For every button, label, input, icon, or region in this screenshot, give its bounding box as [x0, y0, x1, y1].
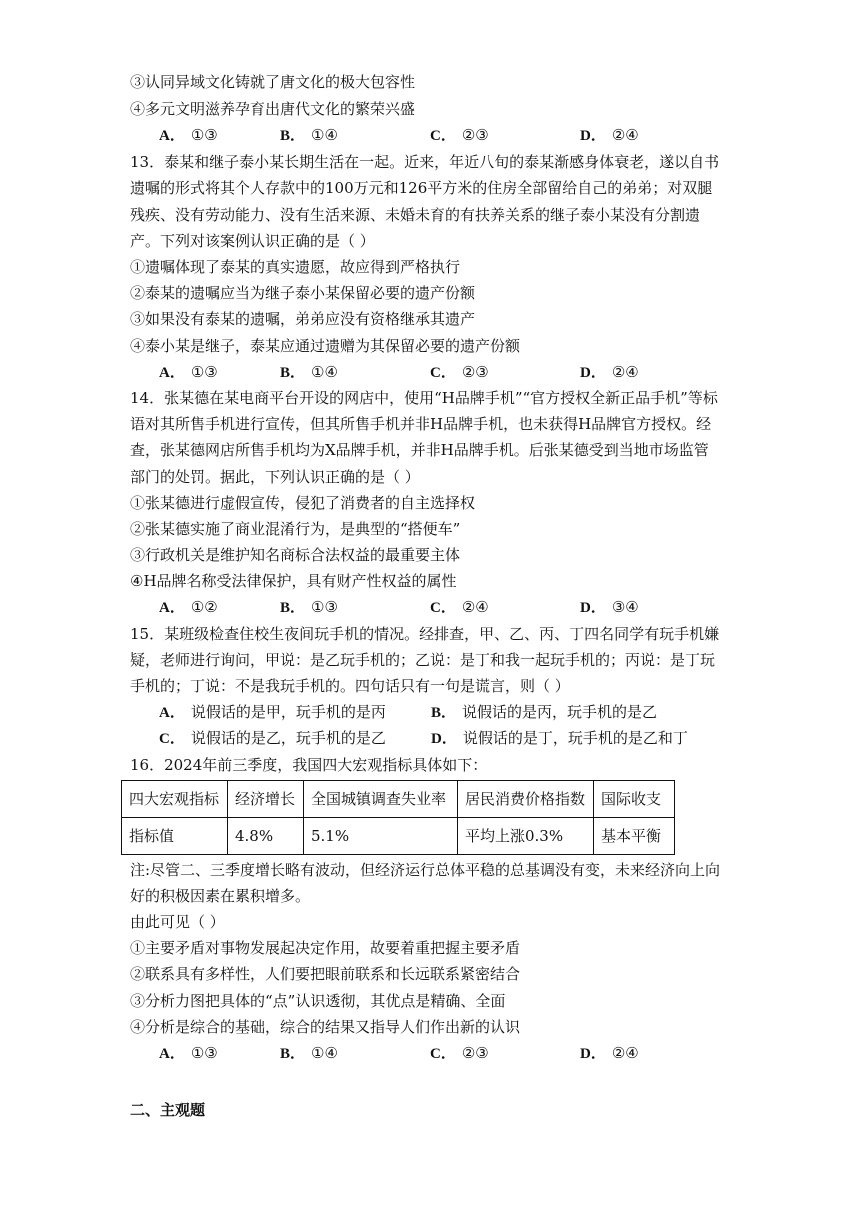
q15-stem-line: 手机的；丁说：不是我玩手机的。四句话只有一句是谎言，则（ ） [130, 677, 570, 695]
table-header-cell: 全国城镇调查失业率 [304, 781, 458, 818]
table-header-cell: 国际收支 [594, 781, 675, 818]
q12-option-d[interactable]: D． ②④ [580, 126, 639, 144]
q14-stem-line: 语对其所售手机进行宣传，但其所售手机并非H品牌手机，也未获得H品牌官方授权。经 [130, 415, 712, 433]
q13-statement-3: ③如果没有泰某的遗嘱，弟弟应没有资格继承其遗产 [130, 310, 476, 328]
q12-statement-3: ③认同异域文化铸就了唐文化的极大包容性 [130, 73, 416, 91]
table-cell: 4.8% [228, 818, 304, 855]
q15-option-c[interactable]: C． 说假话的是乙，玩手机的是乙 [159, 729, 386, 747]
q13-stem-line: 遗嘱的形式将其个人存款中的100万元和126平方米的住房全部留给自己的弟弟；对双腿 [130, 179, 713, 197]
q14-statement-1: ①张某德进行虚假宣传，侵犯了消费者的自主选择权 [130, 494, 476, 512]
q15-option-a[interactable]: A． 说假话的是甲，玩手机的是丙 [159, 703, 386, 721]
q14-option-d[interactable]: D． ③④ [580, 598, 639, 616]
q15-stem-line: 疑，老师进行询问，甲说：是乙玩手机的；乙说：是丁和我一起玩手机的；丙说：是丁玩 [130, 651, 716, 669]
q16-option-d[interactable]: D． ②④ [580, 1044, 639, 1062]
q16-option-c[interactable]: C． ②③ [430, 1044, 489, 1062]
table-header-cell: 居民消费价格指数 [458, 781, 594, 818]
table-cell: 平均上涨0.3% [458, 818, 594, 855]
macro-indicators-table [121, 780, 675, 855]
q14-stem-line: 部门的处罚。据此，下列认识正确的是（ ） [130, 468, 420, 486]
q16-option-b[interactable]: B． ①④ [280, 1044, 338, 1062]
q16-note-line: 注:尽管二、三季度增长略有波动，但经济运行总体平稳的总基调没有变，未来经济向上向 [130, 861, 721, 879]
q13-stem-line: 产。下列对该案例认识正确的是（ ） [130, 232, 375, 250]
q12-option-a[interactable]: A． ①③ [159, 126, 218, 144]
q13-statement-4: ④泰小某是继子，泰某应通过遗赠为其保留必要的遗产份额 [130, 337, 521, 355]
q13-statement-2: ②泰某的遗嘱应当为继子泰小某保留必要的遗产份额 [130, 284, 476, 302]
table-cell: 基本平衡 [594, 818, 675, 855]
q13-statement-1: ①遗嘱体现了泰某的真实遗愿，故应得到严格执行 [130, 258, 461, 276]
q14-stem-line: 14．张某德在某电商平台开设的网店中，使用“H品牌手机”“官方授权全新正品手机”等标 [130, 389, 718, 407]
table-header-row [122, 781, 675, 818]
q16-statement-2: ②联系具有多样性，人们要把眼前联系和长远联系紧密结合 [130, 965, 521, 983]
q14-option-b[interactable]: B． ①③ [280, 598, 338, 616]
q13-option-b[interactable]: B． ①④ [280, 363, 338, 381]
q14-option-c[interactable]: C． ②④ [430, 598, 489, 616]
q13-option-a[interactable]: A． ①③ [159, 363, 218, 381]
q13-stem-line: 13．泰某和继子泰小某长期生活在一起。近来，年近八旬的泰某渐感身体衰老，遂以自书 [130, 153, 720, 171]
section-heading: 二、主观题 [130, 1101, 206, 1119]
q14-statement-4: ④H品牌名称受法律保护，具有财产性权益的属性 [130, 572, 457, 590]
q14-stem-line: 查，张某德网店所售手机均为X品牌手机，并非H品牌手机。后张某德受到当地市场监管 [130, 441, 709, 459]
q16-statement-4: ④分析是综合的基础，综合的结果又指导人们作出新的认识 [130, 1018, 521, 1036]
q16-statement-1: ①主要矛盾对事物发展起决定作用，故要着重把握主要矛盾 [130, 939, 521, 957]
q12-option-c[interactable]: C． ②③ [430, 126, 489, 144]
q13-stem-line: 残疾、没有劳动能力、没有生活来源、未婚未育的有扶养关系的继子泰小某没有分割遗 [130, 206, 701, 224]
q15-stem-line: 15．某班级检查住校生夜间玩手机的情况。经排查，甲、乙、丙、丁四名同学有玩手机嫌 [130, 625, 720, 643]
q14-option-a[interactable]: A． ①② [159, 598, 218, 616]
q12-option-b[interactable]: B． ①④ [280, 126, 338, 144]
q14-statement-3: ③行政机关是维护知名商标合法权益的最重要主体 [130, 546, 461, 564]
table-header-cell: 四大宏观指标 [122, 781, 228, 818]
table-row [122, 818, 675, 855]
q16-statement-3: ③分析力图把具体的“点”认识透彻，其优点是精确、全面 [130, 992, 506, 1010]
q12-statement-4: ④多元文明滋养孕育出唐代文化的繁荣兴盛 [130, 100, 416, 118]
table-header-cell: 经济增长 [228, 781, 304, 818]
table-cell: 指标值 [122, 818, 228, 855]
q14-statement-2: ②张某德实施了商业混淆行为，是典型的“搭便车” [130, 520, 461, 538]
q16-stem: 16．2024年前三季度，我国四大宏观指标具体如下： [130, 756, 488, 774]
q13-option-d[interactable]: D． ②④ [580, 363, 639, 381]
q15-option-b[interactable]: B． 说假话的是丙，玩手机的是乙 [431, 703, 658, 721]
q16-prompt: 由此可见（ ） [130, 913, 225, 931]
table-cell: 5.1% [304, 818, 458, 855]
q15-option-d[interactable]: D． 说假话的是丁，玩手机的是乙和丁 [431, 729, 688, 747]
q13-option-c[interactable]: C． ②③ [430, 363, 489, 381]
q16-option-a[interactable]: A． ①③ [159, 1044, 218, 1062]
q16-note-line: 好的积极因素在累积增多。 [130, 887, 311, 905]
